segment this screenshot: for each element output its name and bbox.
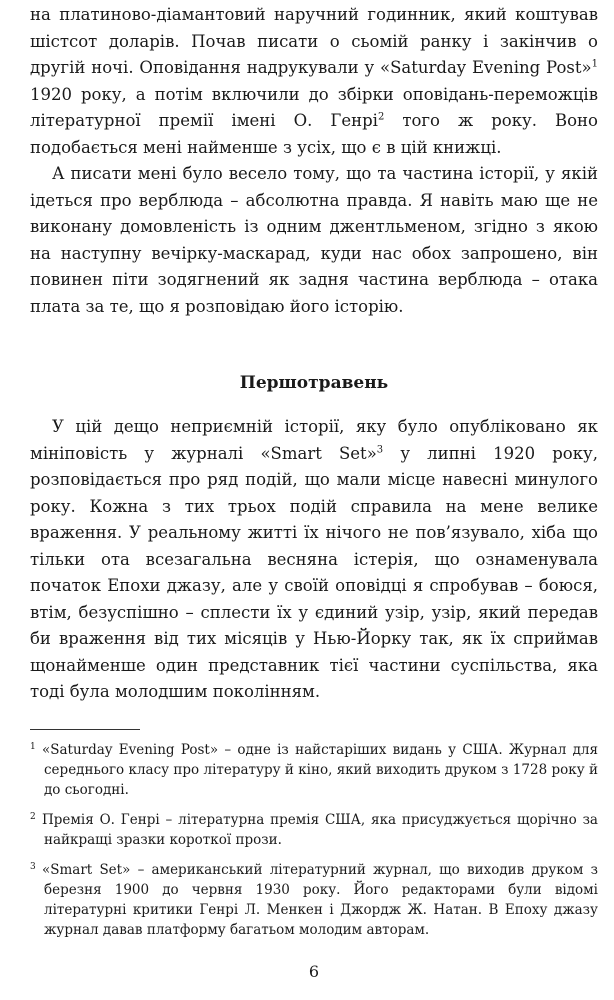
paragraph-2: А писати мені було весело тому, що та частина історії, у якій ідеться про верблюда – абсолютна правда. Я навіть маю ще не виконану домовленість із одним джентльменом, згідно з якою на наступну вечірку-маскарад, куди нас обох запрошено, він повинен піти зодягнений як задня частина верблюда – отака плата за те, що я розповідаю його історію.: [30, 164, 598, 316]
footnote-2: [30, 810, 598, 850]
book-page: [30, 0, 598, 1000]
footnote-ref-1[interactable]: 1: [591, 58, 598, 70]
section-heading: Першотравень: [239, 373, 389, 393]
paragraph-1-part-c: того ж року. Воно подобається мені найменше з усіх, що є в цій книжці.: [30, 111, 598, 157]
paragraph-3: [30, 414, 598, 706]
footnote-3-text: «Smart Set» – американський літературний журнал, що виходив друком з березня 1900 до червня 1930 року. Його редакторами були відомі літературні критики Генрі Л. Менкен і Джордж Ж. Натан. В Епоху джазу журнал давав платформу багатьом молодим авторам.: [42, 862, 598, 938]
footnote-1-text: «Saturday Evening Post» – одне із найстаріших видань у США. Журнал для середнього класу про літературу й кіно, який виходить друком з 1728 року й до сьогодні.: [42, 742, 598, 798]
footnote-2-text: Премія О. Генрі – літературна премія США, яка присуджується щорічно за найкращі зразки короткої прози.: [42, 812, 598, 848]
footnote-ref-3[interactable]: 3: [376, 444, 384, 455]
footnote-1-number: 1: [30, 742, 36, 752]
paragraph-3-part-a: У цій дещо неприємній історії, яку було опубліковано як мініповість у журналі «Smart Set»: [30, 417, 598, 463]
footnote-2-number: 2: [30, 812, 36, 822]
footnote-3: [30, 860, 598, 940]
footnotes: [30, 740, 598, 950]
footnote-3-number: 3: [30, 862, 36, 872]
main-text: [30, 2, 598, 706]
page-number: 6: [308, 962, 320, 981]
paragraph-1: [30, 2, 598, 161]
footnote-ref-2[interactable]: 2: [377, 111, 385, 123]
paragraph-1-part-b: 1920 року, а потім включили до збірки оповідань-переможців літературної премії імені О. Генрі: [30, 84, 598, 130]
paragraph-3-part-b: у липні 1920 року, розповідається про ряд подій, що мали місце навесні минулого року. Кожна з тих трьох подій справила на мене велике враження. У реальному житті їх нічого не пов’язувало, хіба що тільки ота всезагальна весняна істерія, що ознаменувала початок Епохи джазу, але у своїй оповідці я спробував – боюся, втім, безуспішно – сплести їх у єдиний узір, узір, який передав би враження від тих місяців у Нью-Йорку так, як їх сприймав щонайменше один представник тієї частини суспільства, яка тоді була молодшим поколінням.: [30, 443, 598, 701]
footnote-1: [30, 740, 598, 800]
paragraph-1-part-a: на платиново-діамантовий наручний годинник, який коштував шістсот доларів. Почав писати о сьомій ранку і закінчив о другій ночі. Оповідання надрукували у «Saturday Evening Post»: [30, 5, 598, 77]
footnote-separator: [30, 729, 140, 730]
